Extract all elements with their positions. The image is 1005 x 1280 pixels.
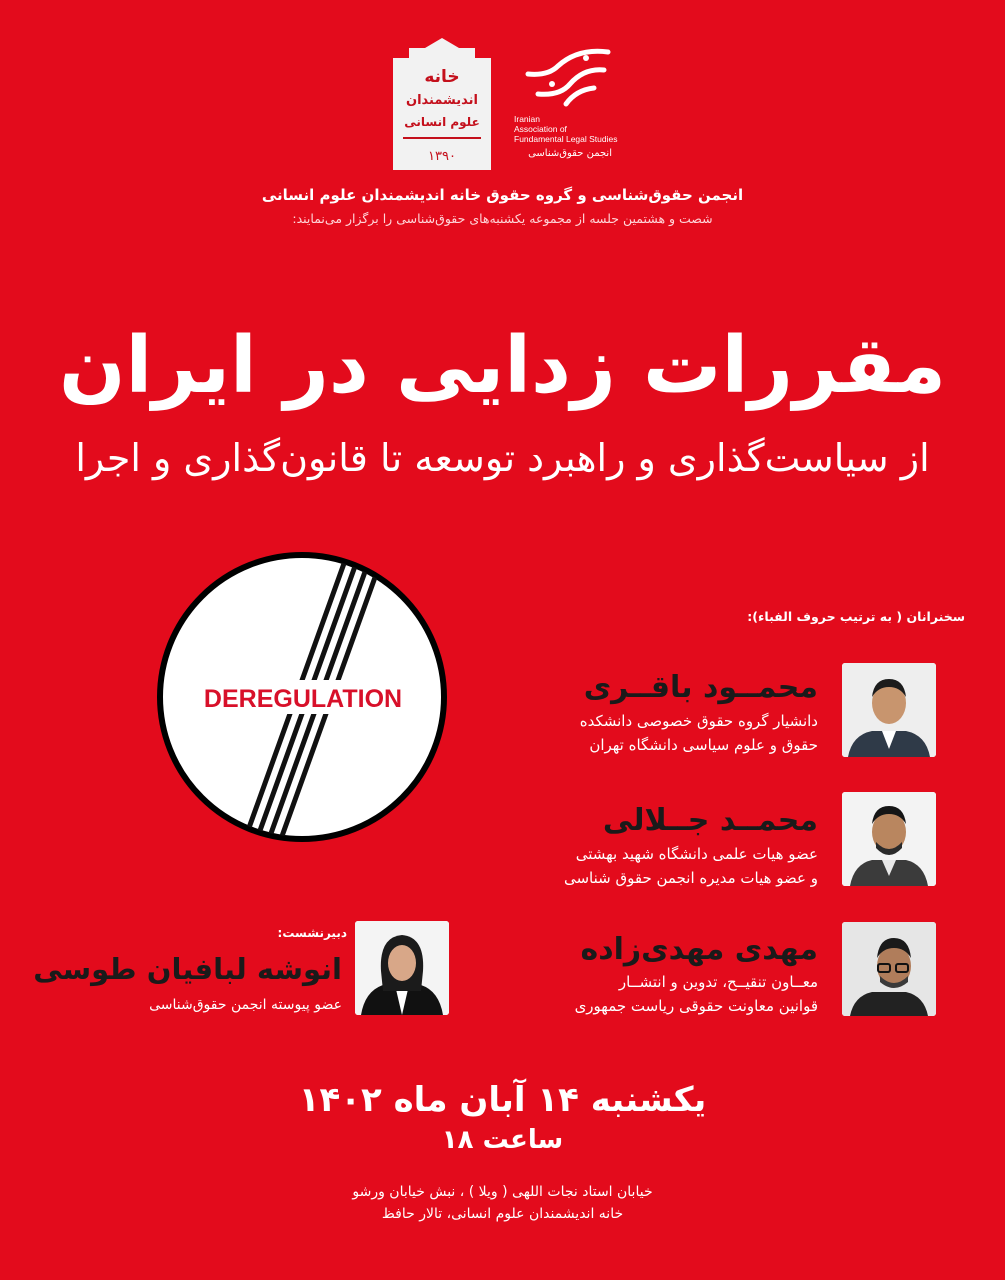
secretary-label: دبیرنشست:: [277, 926, 347, 940]
speaker-photo-mahdizadeh: [842, 922, 936, 1016]
speaker-3-desc-line-1: معــاون تنقیــح، تدوین و انتشــار: [618, 973, 818, 991]
sign-label: DEREGULATION: [203, 685, 403, 713]
speaker-name-2: محمــد جــلالی: [602, 803, 818, 838]
speaker-2-desc-line-1: عضو هیات علمی دانشگاه شهید بهشتی: [575, 845, 818, 863]
speaker-1-desc-line-2: حقوق و علوم سیاسی دانشگاه تهران: [589, 736, 818, 754]
event-date: یکشنبه ۱۴ آبان ماه ۱۴۰۲: [298, 1080, 707, 1120]
session-note: شصت و هشتمین جلسه از مجموعه یکشنبه‌های حقوق‌شناسی را برگزار می‌نمایند:: [292, 211, 713, 226]
speaker-desc-3: [575, 970, 818, 1018]
svg-text:۱۳۹۰: ۱۳۹۰: [428, 149, 456, 164]
sub-title: از سیاست‌گذاری و راهبرد توسعه تا قانون‌گذاری و اجرا: [75, 436, 930, 480]
speaker-name-3: مهدی مهدی‌زاده: [580, 932, 818, 967]
main-title: مقررات زدایی در ایران: [58, 321, 947, 411]
speakers-heading: سخنرانان ( به ترتیب حروف الفباء):: [747, 609, 965, 624]
house-of-humanities-logo: [389, 38, 495, 170]
assoc-persian-name: انجمن حقوق‌شناسی: [528, 148, 612, 159]
svg-text:اندیشمندان: اندیشمندان: [405, 93, 479, 108]
assoc-english-line-1: Iranian: [514, 114, 540, 124]
speaker-desc-1: [580, 709, 818, 757]
event-address-line-2: خانه اندیشمندان علوم انسانی، تالار حافظ: [381, 1206, 624, 1222]
deregulation-sign: [155, 550, 449, 844]
event-address-line-1: خیابان استاد نجات اللهی ( ویلا ) ، نبش خیابان ورشو: [352, 1184, 653, 1200]
secretary-desc: عضو پیوسته انجمن حقوق‌شناسی: [149, 997, 342, 1013]
speaker-name-1: محمــود باقــری: [583, 670, 818, 705]
assoc-english-line-2: Association of: [514, 124, 567, 134]
speaker-photo-bagheri: [842, 663, 936, 757]
speaker-photo-jalali: [842, 792, 936, 886]
secretary-photo: [355, 921, 449, 1015]
svg-text:خانه: خانه: [424, 67, 460, 87]
speaker-3-desc-line-2: قوانین معاونت حقوقی ریاست جمهوری: [574, 997, 818, 1015]
svg-text:علوم انسانی: علوم انسانی: [404, 115, 480, 129]
association-logo: [508, 44, 620, 164]
secretary-name: انوشه لبافیان طوسی: [33, 952, 342, 986]
event-time: ساعت ۱۸: [441, 1125, 564, 1155]
organizers-line: انجمن حقوق‌شناسی و گروه حقوق خانه اندیشمندان علوم انسانی: [261, 186, 744, 204]
speaker-desc-2: [564, 842, 818, 890]
speaker-2-desc-line-2: و عضو هیات مدیره انجمن حقوق شناسی: [563, 869, 818, 887]
speaker-1-desc-line-1: دانشیار گروه حقوق خصوصی دانشکده: [579, 712, 818, 730]
assoc-english-line-3: Fundamental Legal Studies: [514, 134, 618, 144]
